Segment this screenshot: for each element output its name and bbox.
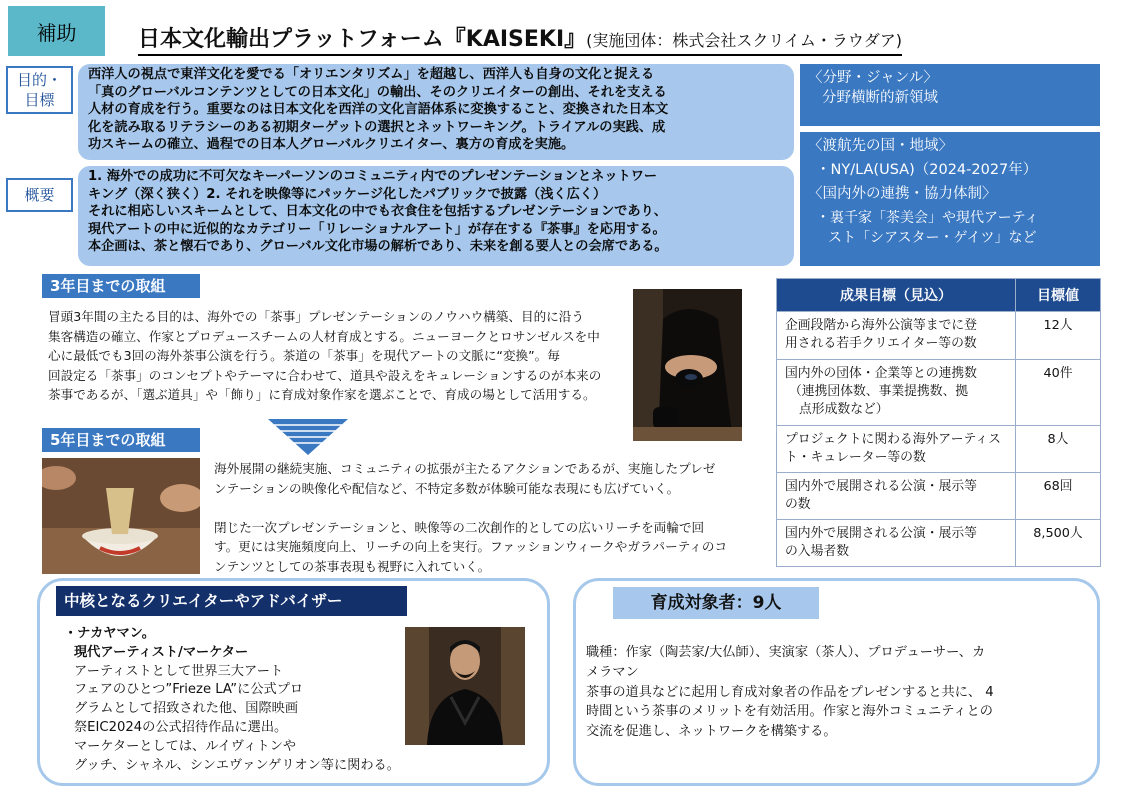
kpi-value: 8,500人 (1016, 520, 1101, 567)
creator-line: グラムとして招致された他、国際映画 (74, 701, 299, 717)
kpi-row (777, 312, 1101, 360)
flow-arrow-icon (268, 419, 348, 455)
collab-heading: 〈国内外の連携・協力体制〉 (808, 186, 997, 202)
trainee-line: メラマン (586, 664, 639, 680)
creator-role: 現代アーティスト/マーケター (74, 644, 249, 660)
title-organizer: (実施団体：株式会社スクリイム・ラウダア) (586, 31, 903, 50)
kpi-value: 8人 (1016, 426, 1101, 473)
creator-line: フェアのひとつ”Frieze LA”に公式プロ (74, 682, 304, 698)
kpi-label-line: ト・キュレーター等の数 (785, 450, 926, 465)
year3-line: 集客構造の確立、作家とプロデュースチームの人材育成とする。ニューヨークとロサンゼルスを中 (48, 328, 600, 344)
collab-line: スト「シアスター・ゲイツ」など (828, 230, 1037, 246)
creator-line: マーケターとしては、ルイヴィトンや (74, 738, 297, 754)
matcha-whisk-photo (42, 458, 200, 574)
kpi-row (777, 426, 1101, 473)
trainee-line: 時間という茶事のメリットを有効活用。作家と海外コミュニティとの (586, 704, 993, 720)
year3-line: 冒頭3年間の主たる目的は、海外での「茶事」プレゼンテーションのノウハウ構築、目的に沿う (48, 309, 584, 324)
kpi-label-line: 点形成数など） (799, 402, 889, 417)
purpose-line: 人材の育成を行う。重要なのは日本文化を西洋の文化言語体系に変換すること、変換された日本文 (88, 102, 669, 117)
creator-line: アーティストとして世界三大アート (74, 663, 284, 679)
collab-line: ・裏千家「茶美会」や現代アーティ (816, 210, 1039, 226)
overview-line: キング（深く狭く）2. それを映像等にパッケージ化したパブリックで披露（浅く広く） (88, 186, 607, 202)
kpi-row (777, 360, 1101, 426)
year5-body (214, 459, 744, 576)
purpose-label-line: 目的・ (16, 71, 62, 89)
purpose-box (78, 64, 794, 160)
overview-box (78, 166, 794, 266)
year3-line: 回設定る「茶事」のコンセプトやテーマに合わせて、道具や設えをキュレーションするのが本来の (48, 367, 602, 383)
trainee-heading: 育成対象者：9人 (613, 587, 819, 619)
kpi-row (777, 520, 1101, 567)
overview-line: それに相応しいスキームとして、日本文化の中でも衣食住を包括するプレゼンテーションであり、 (88, 204, 667, 219)
destination-panel (800, 132, 1100, 266)
overview-line: 現代アートの中に近似的なカテゴリー「リレーショナルアート」が存在する『茶事』を応用する。 (88, 221, 666, 237)
year5-line: 閉じた一次プレゼンテーションと、映像等の二次創作的としての広いリーチを両輪で回 (214, 519, 705, 535)
purpose-label (6, 66, 73, 114)
kpi-row (777, 473, 1101, 520)
creator-heading: 中核となるクリエイターやアドバイザー (56, 586, 407, 616)
title-main: 日本文化輸出プラットフォーム『KAISEKI』 (138, 27, 587, 52)
kpi-label (777, 520, 1016, 567)
purpose-line: 化を読み取るリテラシーのある初期ターゲットの選択とネットワーキング。トライアルの実践、成 (88, 119, 666, 135)
kpi-col-value: 目標値 (1016, 279, 1101, 312)
kpi-label-line: 企画段階から海外公演等までに登 (785, 318, 977, 333)
purpose-line: 西洋人の視点で東洋文化を愛でる「オリエンタリズム」を超越し、西洋人も自身の文化と捉える (88, 67, 655, 82)
kpi-value: 40件 (1016, 360, 1101, 426)
creator-body (64, 625, 404, 775)
kpi-label-line: プロジェクトに関わる海外アーティス (785, 432, 1001, 447)
kpi-value: 12人 (1016, 312, 1101, 360)
kpi-table-wrap (776, 278, 1101, 567)
genre-panel (800, 64, 1100, 126)
trainee-line: 職種：作家（陶芸家/大仏師）、実演家（茶人）、プロデューサー、カ (586, 645, 986, 660)
kpi-table (776, 278, 1101, 567)
creator-portrait-photo (405, 627, 525, 745)
genre-heading: 〈分野・ジャンル〉 (808, 70, 938, 86)
kpi-label-line: （連携団体数、事業提携数、拠 (789, 384, 969, 399)
year5-line: ンテンツとしての茶事表現も視野に入れていく。 (214, 558, 491, 574)
year3-body (48, 307, 628, 405)
kpi-label (777, 426, 1016, 473)
purpose-label-line: 目標 (24, 91, 55, 109)
year5-spacer (214, 498, 744, 518)
year3-line: 心に最低でも3回の海外茶事公演を行う。茶道の「茶事」を現代アートの文脈に“変換”。毎 (48, 348, 560, 363)
kpi-value: 68回 (1016, 473, 1101, 520)
kpi-label-line: 国内外で展開される公演・展示等 (785, 526, 977, 541)
tea-ceremony-photo (633, 289, 742, 441)
overview-line: 1. 海外での成功に不可欠なキーパーソンのコミュニティ内でのプレゼンテーションとネットワー (88, 169, 658, 184)
trainee-line: 交流を促進し、ネットワークを構築する。 (586, 724, 837, 740)
year5-line: 海外展開の継続実施、コミュニティの拡張が主たるアクションであるが、実施したプレゼ (214, 461, 716, 476)
subsidy-tag: 補助 (8, 6, 105, 56)
year3-heading: 3年目までの取組 (42, 274, 200, 298)
creator-line: グッチ、シャネル、シンエヴァンゲリオン等に関わる。 (74, 757, 400, 773)
tea-ceremony-illustration (633, 289, 742, 441)
matcha-illustration (42, 458, 200, 574)
genre-value: 分野横断的新領域 (822, 90, 938, 106)
trainee-body (586, 643, 1086, 742)
year3-line: 茶事であるが、「選ぶ道具」や「飾り」に育成対象作家を選ぶことで、育成の場として活用する。 (48, 387, 596, 402)
page-title (138, 22, 902, 56)
portrait-illustration (405, 627, 525, 745)
purpose-line: 「真のグローバルコンテンツとしての日本文化」の輸出、そのクリエイターの創出、それを支える (88, 84, 667, 100)
trainee-line: 茶事の道具などに起用し育成対象者の作品をプレゼンすると共に、 4 (586, 684, 994, 700)
destination-heading: 〈渡航先の国・地域〉 (808, 138, 953, 154)
overview-label: 概要 (6, 178, 73, 212)
year5-heading: 5年目までの取組 (42, 428, 200, 452)
year5-line: ンテーションの映像化や配信など、不特定多数が体験可能な表現にも広げていく。 (214, 480, 680, 496)
destination-value: ・NY/LA(USA)（2024-2027年） (816, 162, 1038, 178)
kpi-label (777, 360, 1016, 426)
creator-name: ・ナカヤマン。 (64, 626, 155, 641)
overview-line: 本企画は、茶と懐石であり、グローバル文化市場の解析であり、未来を創る要人との会席である。 (88, 239, 668, 254)
kpi-col-target: 成果目標（見込） (777, 279, 1016, 312)
kpi-label-line: の入場者数 (785, 544, 849, 559)
purpose-line: 功スキームの確立、過程での日本人グローバルクリエイター、裏方の育成を実施。 (88, 137, 575, 152)
kpi-label-line: の数 (785, 497, 811, 512)
kpi-label (777, 473, 1016, 520)
creator-line: 祭EIC2024の公式招待作品に選出。 (74, 719, 288, 735)
kpi-label (777, 312, 1016, 360)
kpi-label-line: 国内外の団体・企業等との連携数 (785, 366, 977, 381)
kpi-label-line: 用される若手クリエイター等の数 (785, 336, 977, 351)
kpi-label-line: 国内外で展開される公演・展示等 (785, 479, 977, 494)
year5-line: す。更には実施頻度向上、リーチの向上を実行。ファッションウィークやガラパーティのコ (214, 539, 728, 554)
